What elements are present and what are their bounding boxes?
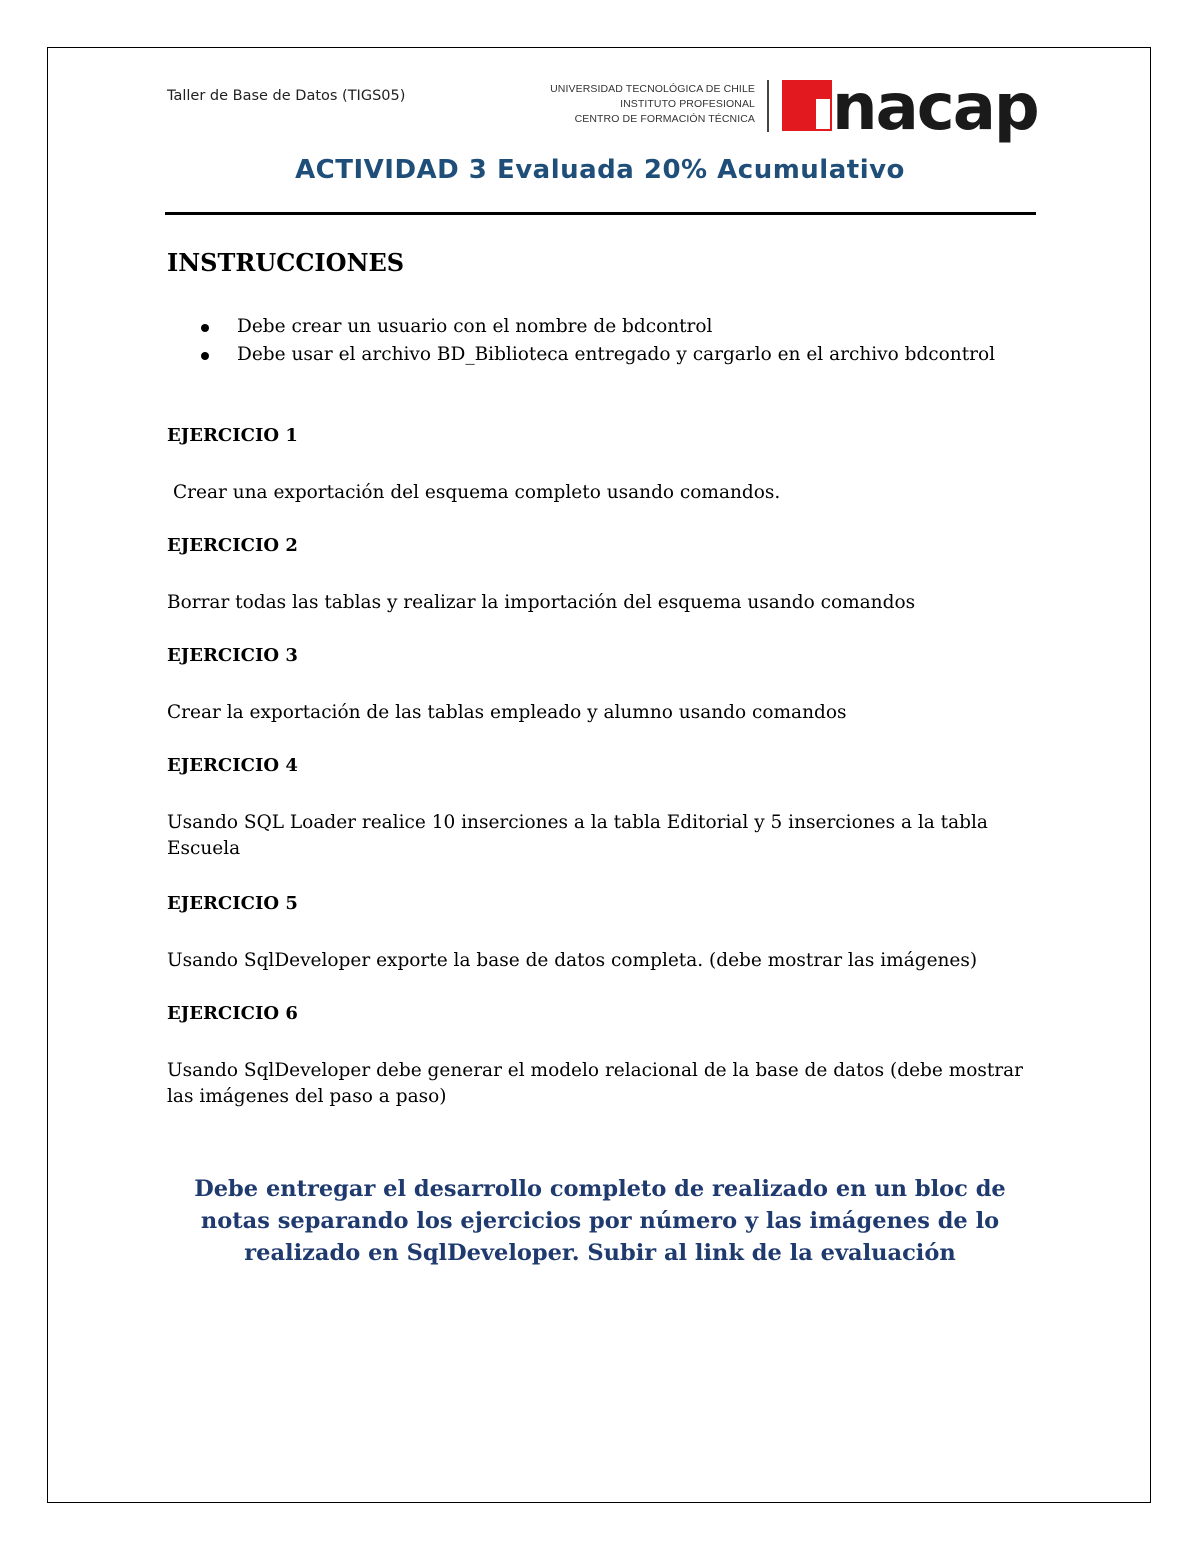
instruction-item: Debe crear un usuario con el nombre de bdcontrol xyxy=(167,313,1033,341)
title-divider xyxy=(165,212,1036,215)
exercise-2-text: Borrar todas las tablas y realizar la importación del esquema usando comandos xyxy=(167,592,916,613)
instructions-list xyxy=(167,313,1033,369)
exercise-4-text: Usando SQL Loader realice 10 inserciones a la tabla Editorial y 5 inserciones a la tabla Escuela xyxy=(167,812,988,859)
logo-wordmark: nacap xyxy=(832,71,1038,145)
institution-line-1: UNIVERSIDAD TECNOLÓGICA DE CHILE xyxy=(550,83,755,95)
instruction-item: Debe usar el archivo BD_Biblioteca entregado y cargarlo en el archivo bdcontrol xyxy=(167,341,1033,369)
exercise-5-title: EJERCICIO 5 xyxy=(167,893,298,914)
logo-i-bar xyxy=(816,99,830,129)
exercise-2-title: EJERCICIO 2 xyxy=(167,535,298,556)
institution-lines xyxy=(520,82,755,127)
institution-line-3: CENTRO DE FORMACIÓN TÉCNICA xyxy=(574,113,755,125)
exercise-3-title: EJERCICIO 3 xyxy=(167,645,298,666)
course-name: Taller de Base de Datos (TIGS05) xyxy=(167,88,406,104)
logo-separator xyxy=(767,80,769,132)
exercise-1-title: EJERCICIO 1 xyxy=(167,425,298,446)
exercise-6-text: Usando SqlDeveloper debe generar el modelo relacional de la base de datos (debe mostrar las imágenes del paso a paso) xyxy=(167,1060,1024,1107)
inacap-logo-icon xyxy=(782,80,832,131)
exercise-3-text: Crear la exportación de las tablas empleado y alumno usando comandos xyxy=(167,702,847,723)
instructions-heading: INSTRUCCIONES xyxy=(167,248,405,277)
institution-line-2: INSTITUTO PROFESIONAL xyxy=(620,98,755,110)
exercise-5-text: Usando SqlDeveloper exporte la base de datos completa. (debe mostrar las imágenes) xyxy=(167,950,978,971)
exercise-4-title: EJERCICIO 4 xyxy=(167,755,298,776)
exercise-1-text: Crear una exportación del esquema completo usando comandos. xyxy=(173,482,781,503)
activity-title: ACTIVIDAD 3 Evaluada 20% Acumulativo xyxy=(295,155,905,185)
submission-note: Debe entregar el desarrollo completo de realizado en un bloc de notas separando los ejercicios por número y las imágenes de lo realizado en SqlDeveloper. Subir al link de la evaluación xyxy=(194,1176,1006,1266)
exercise-6-title: EJERCICIO 6 xyxy=(167,1003,298,1024)
